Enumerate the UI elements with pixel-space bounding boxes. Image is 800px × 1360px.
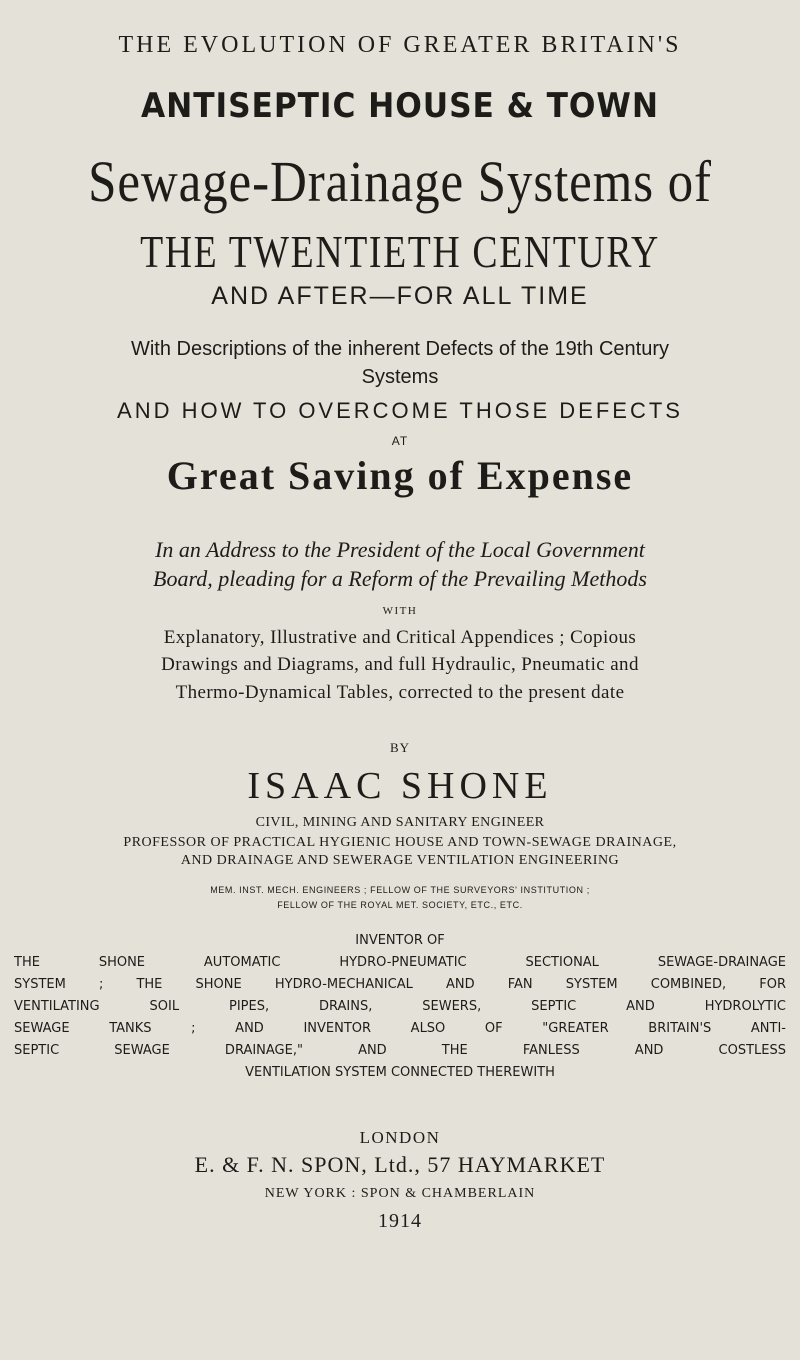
inventor-description xyxy=(14,930,786,1084)
author-name: ISAAC SHONE xyxy=(247,765,553,807)
after-for-all-time-line: AND AFTER—FOR ALL TIME xyxy=(211,282,589,310)
publisher-line: E. & F. N. SPON, Ltd., 57 HAYMARKET xyxy=(194,1152,606,1177)
with-line: WITH xyxy=(382,605,418,617)
overcome-defects-line: AND HOW TO OVERCOME THOSE DEFECTS xyxy=(117,398,683,423)
author-role: CIVIL, MINING AND SANITARY ENGINEER xyxy=(255,815,545,830)
address-line-2: Board, pleading for a Reform of the Prevailing Methods xyxy=(153,566,647,591)
professor-line-1: PROFESSOR OF PRACTICAL HYGIENIC HOUSE AND TOWN-SEWAGE DRAINAGE, xyxy=(123,835,677,850)
inventor-line-2: THE SHONE AUTOMATIC HYDRO-PNEUMATIC SECTIONAL SEWAGE-DRAINAGE xyxy=(14,955,786,970)
address-line-1: In an Address to the President of the Local Government xyxy=(155,537,645,562)
appendices-line-1: Explanatory, Illustrative and Critical Appendices ; Copious xyxy=(163,627,637,648)
series-title: THE EVOLUTION OF GREATER BRITAIN'S xyxy=(118,32,682,58)
inventor-line-7: VENTILATION SYSTEM CONNECTED THEREWITH xyxy=(245,1065,555,1080)
by-line: BY xyxy=(389,740,411,755)
membership-line-2: FELLOW OF THE ROYAL MET. SOCIETY, ETC., ETC. xyxy=(277,900,523,910)
antiseptic-house-town-title: ANTISEPTIC HOUSE & TOWN xyxy=(141,86,659,126)
description-line-1: With Descriptions of the inherent Defects of the 19th Century xyxy=(130,338,670,360)
inventor-line-6: SEPTIC SEWAGE DRAINAGE," AND THE FANLESS AND COSTLESS xyxy=(14,1043,786,1058)
main-title-first-line: Sewage-Drainage Systems of xyxy=(88,149,712,214)
professor-line-2: AND DRAINAGE AND SEWERAGE VENTILATION ENGINEERING xyxy=(180,853,620,868)
appendices-line-2: Drawings and Diagrams, and full Hydraulic, Pneumatic and xyxy=(161,654,639,675)
inventor-line-4: VENTILATING SOIL PIPES, DRAINS, SEWERS, SEPTIC AND HYDROLYTIC xyxy=(14,999,786,1014)
appendices-line-3: Thermo-Dynamical Tables, corrected to the present date xyxy=(175,682,625,703)
at-line: AT xyxy=(391,434,409,448)
membership-line-1: MEM. INST. MECH. ENGINEERS ; FELLOW OF THE SURVEYORS' INSTITUTION ; xyxy=(210,885,590,895)
inventor-line-1: INVENTOR OF xyxy=(355,933,445,948)
great-saving-line: Great Saving of Expense xyxy=(166,453,634,498)
description-line-2: Systems xyxy=(361,366,439,388)
main-title-second-line: THE TWENTIETH CENTURY xyxy=(140,226,660,277)
london-line: LONDON xyxy=(359,1128,441,1147)
publication-year: 1914 xyxy=(378,1210,422,1232)
inventor-line-3: SYSTEM ; THE SHONE HYDRO-MECHANICAL AND FAN SYSTEM COMBINED, FOR xyxy=(14,977,786,992)
new-york-publisher-line: NEW YORK : SPON & CHAMBERLAIN xyxy=(264,1186,536,1201)
inventor-line-5: SEWAGE TANKS ; AND INVENTOR ALSO OF "GREATER BRITAIN'S ANTI- xyxy=(14,1021,786,1036)
